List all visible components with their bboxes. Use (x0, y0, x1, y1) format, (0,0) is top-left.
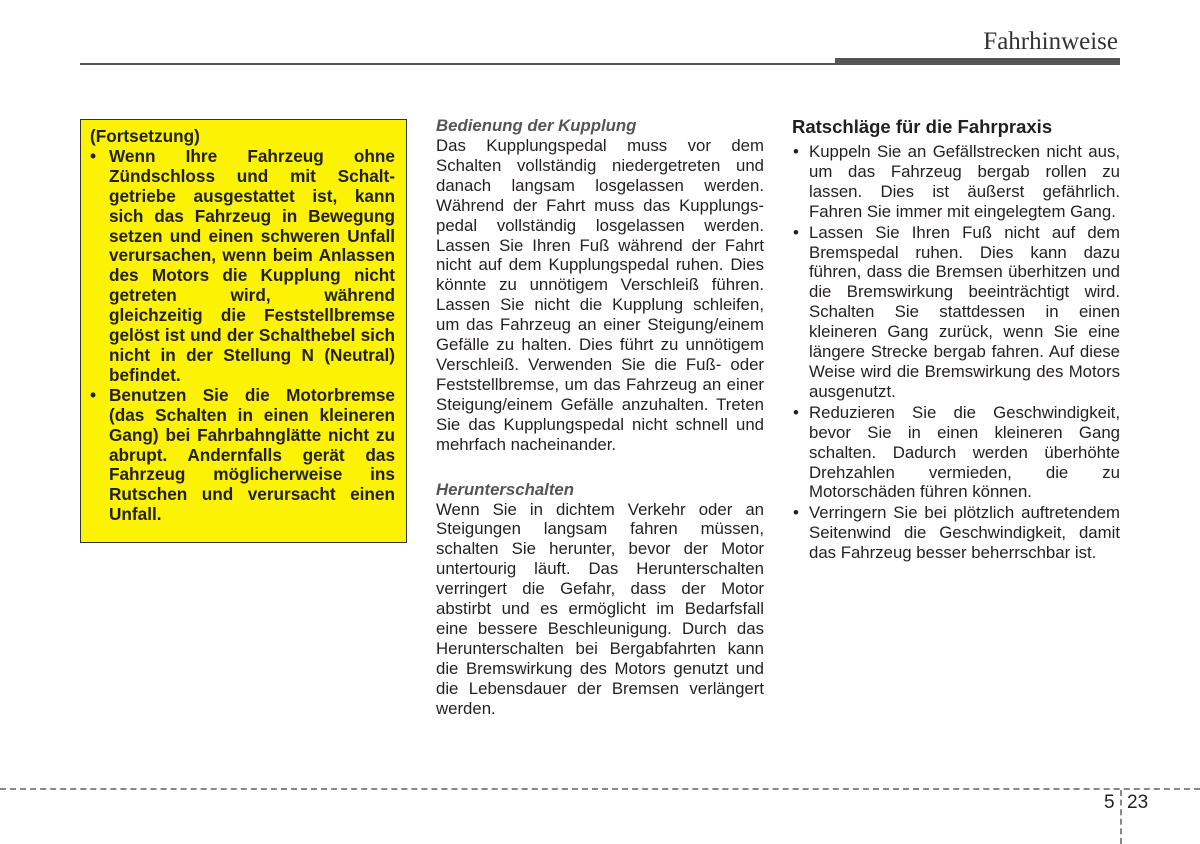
chapter-number: 5 (1104, 792, 1115, 813)
page-header-title: Fahrhinweise (983, 28, 1118, 55)
footer-divider (1120, 790, 1122, 844)
clutch-heading: Bedienung der Kupplung (436, 116, 637, 135)
driving-tip-item: • Reduzieren Sie die Geschwindigkeit, bevor Sie in einen kleineren Gang schalten. Dadurch werden überhöhte Drehzahlen vermieden, die zu Motorschäden führen können. (792, 403, 1120, 503)
footer-rule (0, 788, 1200, 790)
warning-item: • Wenn Ihre Fahrzeug ohne Zündschloss und mit Schaltgetriebe ausgestattet ist, kann sich das Fahrzeug in Bewegung setzen und einen schweren Unfall verursachen, wenn beim Anlassen des Motors die Kupplung nicht getreten wird, während gleichzeitig die Feststellbremse gelöst ist und der Schalthebel sich nicht in der Stellung N (Neutral) befindet. (90, 147, 395, 386)
driving-tip-item: • Kuppeln Sie an Gefällstrecken nicht aus, um das Fahrzeug bergab rollen zu lassen. Dies ist äußerst gefährlich. Fahren Sie immer mit eingelegtem Gang. (792, 142, 1120, 222)
driving-tips-list (792, 142, 1120, 563)
driving-tips-heading: Ratschläge für die Fahrpraxis (792, 116, 1053, 137)
warning-box (80, 119, 407, 543)
warning-continuation: (Fortsetzung) (90, 126, 200, 146)
header-rule-accent (835, 58, 1120, 65)
header-rule (80, 63, 838, 65)
warning-list (90, 147, 395, 525)
downshift-heading: Herunterschalten (436, 479, 575, 499)
clutch-paragraph: Das Kupplungspedal muss vor dem Schalten vollständig niedergetreten und danach langsam losgelassen werden. Während der Fahrt muss das Kupplungspedal vollständig losgelassen werden. Lassen Sie Ihren Fuß während der Fahrt nicht auf dem Kupplungspedal ruhen. Dies könnte zu unnötigem Verschleiß führen. Lassen Sie nicht die Kupplung schleifen, um das Fahrzeug an einer Steigung/einem Gefälle zu halten. Dies führt zu unnötigem Verschleiß. Verwenden Sie die Fuß- oder Feststellbremse, um das Fahrzeug an einer Steigung/einem Gefälle anzuhalten. Treten Sie das Kupplungspedal nicht schnell und mehrfach nacheinander. (436, 136, 764, 454)
right-column (792, 116, 1120, 564)
page-number: 23 (1127, 792, 1149, 813)
driving-tip-item: • Verringern Sie bei plötzlich auftretendem Seitenwind die Geschwindigkeit, damit das Fahrzeug besser beherrschbar ist. (792, 503, 1120, 563)
middle-column (436, 116, 764, 718)
downshift-paragraph: Wenn Sie in dichtem Verkehr oder an Steigungen langsam fahren müssen, schalten Sie herunter, bevor der Motor untertourig läuft. Das Herunterschalten verringert die Gefahr, dass der Motor abstirbt und es ermöglicht im Bedarfsfall eine bessere Beschleunigung. Durch das Herunterschalten bei Bergabfahrten kann die Bremswirkung des Motors genutzt und die Lebensdauer der Bremsen verlängert werden. (436, 499, 764, 718)
warning-item: • Benutzen Sie die Motorbremse (das Schalten in einen kleineren Gang) bei Fahrbahnglätte nicht zu abrupt. Andernfalls gerät das Fahrzeug möglicherweise ins Rutschen und verursacht einen Unfall. (90, 386, 395, 525)
driving-tip-item: • Lassen Sie Ihren Fuß nicht auf dem Bremspedal ruhen. Dies kann dazu führen, dass die Bremsen überhitzen und die Bremswirkung beeinträchtigt wird. Schalten Sie stattdessen in einen kleineren Gang zurück, wenn Sie eine längere Strecke bergab fahren. Auf diese Weise wird die Bremswirkung des Motors ausgenutzt. (792, 223, 1120, 402)
